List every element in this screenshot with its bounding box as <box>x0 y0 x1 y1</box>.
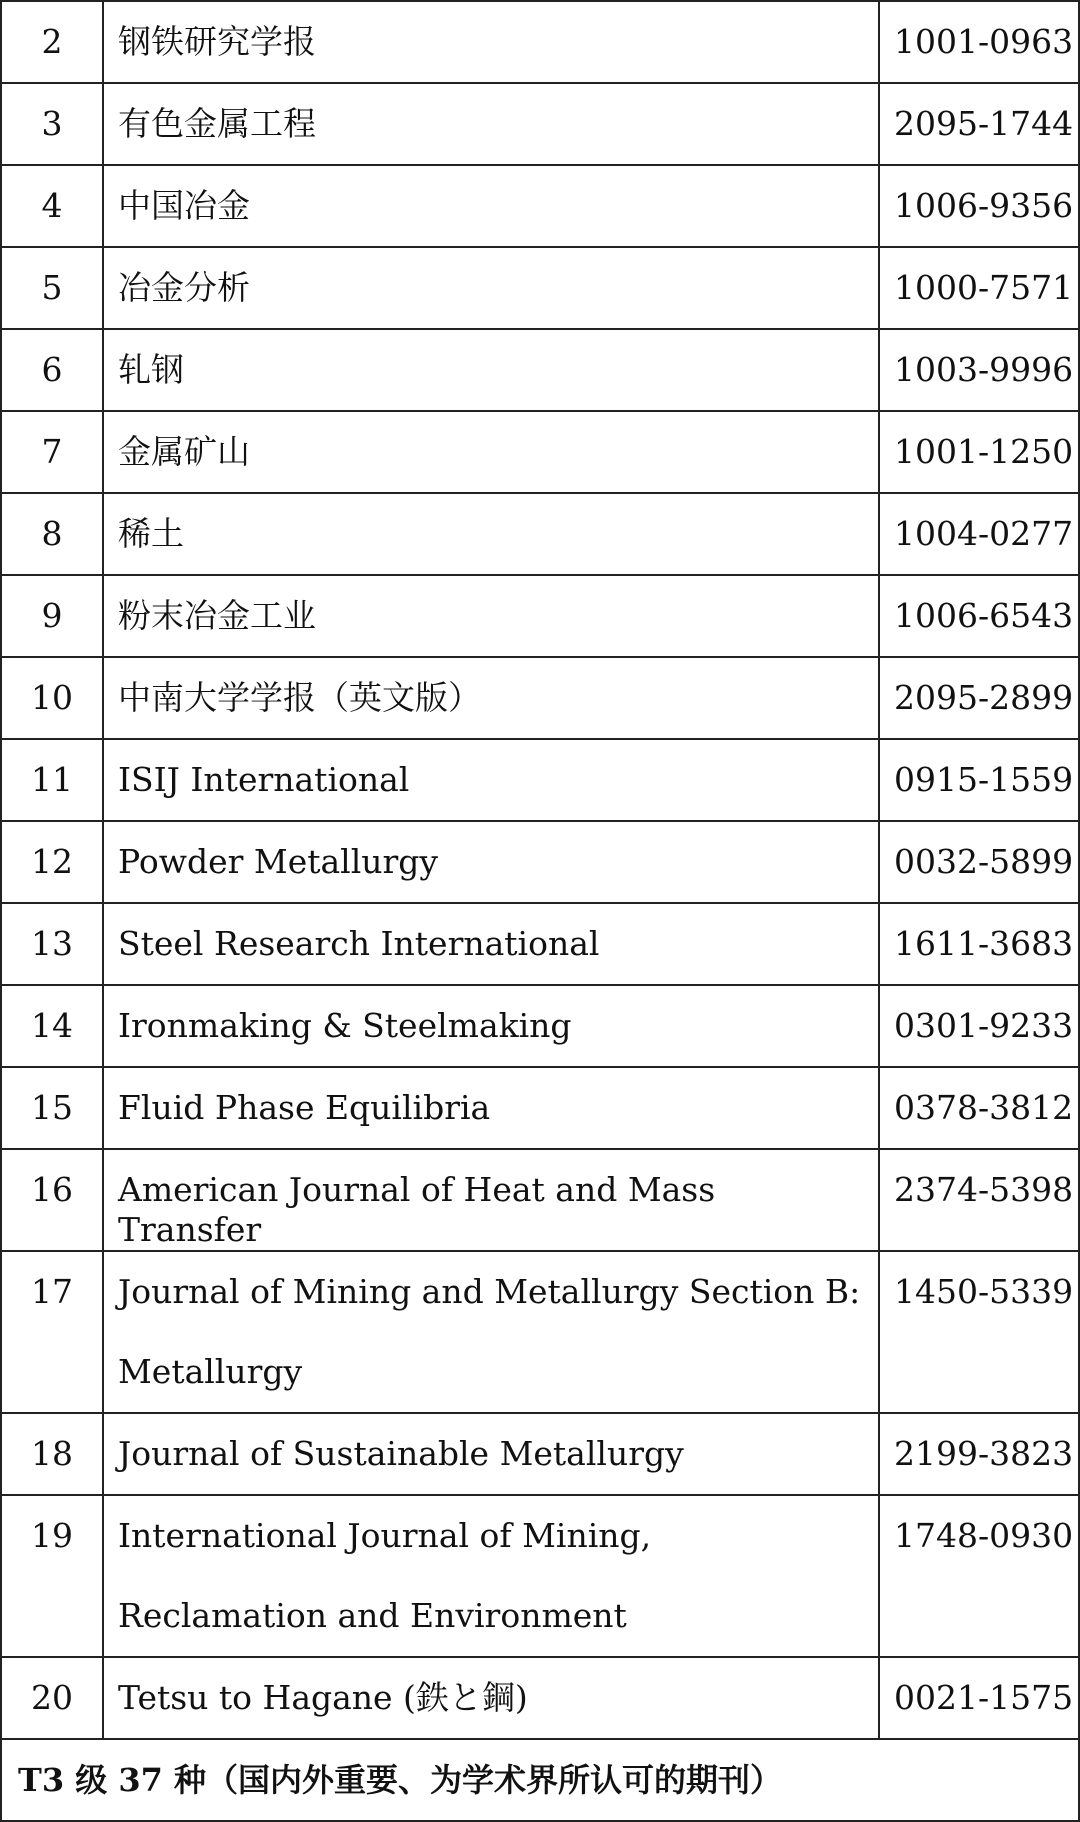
journal-name: Powder Metallurgy <box>103 821 879 903</box>
journal-name: 金属矿山 <box>103 411 879 493</box>
journal-name: Journal of Mining and Metallurgy Section B: Metallurgy <box>103 1251 879 1413</box>
row-number: 15 <box>1 1067 103 1149</box>
table-row <box>1 739 1079 821</box>
journal-name: 有色金属工程 <box>103 83 879 165</box>
journal-issn: 0032-5899 <box>879 821 1079 903</box>
table-row <box>1 1413 1079 1495</box>
table-row <box>1 411 1079 493</box>
journal-issn: 2199-3823 <box>879 1413 1079 1495</box>
journal-issn: 1003-9996 <box>879 329 1079 411</box>
row-number: 19 <box>1 1495 103 1657</box>
journal-issn: 2374-5398 <box>879 1149 1079 1251</box>
table-row <box>1 165 1079 247</box>
journal-issn: 0021-1575 <box>879 1657 1079 1739</box>
table-row <box>1 657 1079 739</box>
journal-name: 钢铁研究学报 <box>103 1 879 83</box>
row-number: 20 <box>1 1657 103 1739</box>
section-footer-row <box>1 1739 1079 1821</box>
row-number: 6 <box>1 329 103 411</box>
journal-issn: 1004-0277 <box>879 493 1079 575</box>
row-number: 13 <box>1 903 103 985</box>
journal-issn: 2095-2899 <box>879 657 1079 739</box>
journal-issn: 1611-3683 <box>879 903 1079 985</box>
table-row <box>1 1251 1079 1413</box>
journal-issn: 1006-6543 <box>879 575 1079 657</box>
journal-issn: 1450-5339 <box>879 1251 1079 1413</box>
journal-issn: 1000-7571 <box>879 247 1079 329</box>
journal-issn: 1001-1250 <box>879 411 1079 493</box>
journal-issn: 1748-0930 <box>879 1495 1079 1657</box>
journal-name: Tetsu to Hagane (鉄と鋼) <box>103 1657 879 1739</box>
table-row <box>1 1149 1079 1251</box>
row-number: 11 <box>1 739 103 821</box>
row-number: 3 <box>1 83 103 165</box>
row-number: 8 <box>1 493 103 575</box>
journal-name: ISIJ International <box>103 739 879 821</box>
table-row <box>1 1657 1079 1739</box>
table-row <box>1 985 1079 1067</box>
row-number: 7 <box>1 411 103 493</box>
table-row <box>1 821 1079 903</box>
table-row <box>1 903 1079 985</box>
row-number: 2 <box>1 1 103 83</box>
table-row <box>1 329 1079 411</box>
journal-issn: 0301-9233 <box>879 985 1079 1067</box>
journal-issn: 0378-3812 <box>879 1067 1079 1149</box>
journal-issn: 1006-9356 <box>879 165 1079 247</box>
row-number: 4 <box>1 165 103 247</box>
journal-issn: 0915-1559 <box>879 739 1079 821</box>
journal-name: Ironmaking & Steelmaking <box>103 985 879 1067</box>
table-row <box>1 1067 1079 1149</box>
row-number: 14 <box>1 985 103 1067</box>
row-number: 9 <box>1 575 103 657</box>
journal-name: 粉末冶金工业 <box>103 575 879 657</box>
journal-name: 中国冶金 <box>103 165 879 247</box>
table-row <box>1 575 1079 657</box>
journal-name: American Journal of Heat and Mass Transfer <box>103 1149 879 1251</box>
journal-name: 中南大学学报（英文版） <box>103 657 879 739</box>
journal-issn: 1001-0963 <box>879 1 1079 83</box>
row-number: 16 <box>1 1149 103 1251</box>
journal-name: Fluid Phase Equilibria <box>103 1067 879 1149</box>
journal-name: Steel Research International <box>103 903 879 985</box>
row-number: 10 <box>1 657 103 739</box>
journal-name: 冶金分析 <box>103 247 879 329</box>
row-number: 17 <box>1 1251 103 1413</box>
row-number: 18 <box>1 1413 103 1495</box>
table-row <box>1 83 1079 165</box>
journal-name: 稀土 <box>103 493 879 575</box>
row-number: 12 <box>1 821 103 903</box>
section-footer: T3 级 37 种（国内外重要、为学术界所认可的期刊） <box>1 1739 1079 1821</box>
table-row <box>1 493 1079 575</box>
journal-issn: 2095-1744 <box>879 83 1079 165</box>
journal-name: Journal of Sustainable Metallurgy <box>103 1413 879 1495</box>
row-number: 5 <box>1 247 103 329</box>
journal-name: 轧钢 <box>103 329 879 411</box>
table-row <box>1 1 1079 83</box>
journal-name: International Journal of Mining, Reclamation and Environment <box>103 1495 879 1657</box>
table-row <box>1 1495 1079 1657</box>
table-row <box>1 247 1079 329</box>
